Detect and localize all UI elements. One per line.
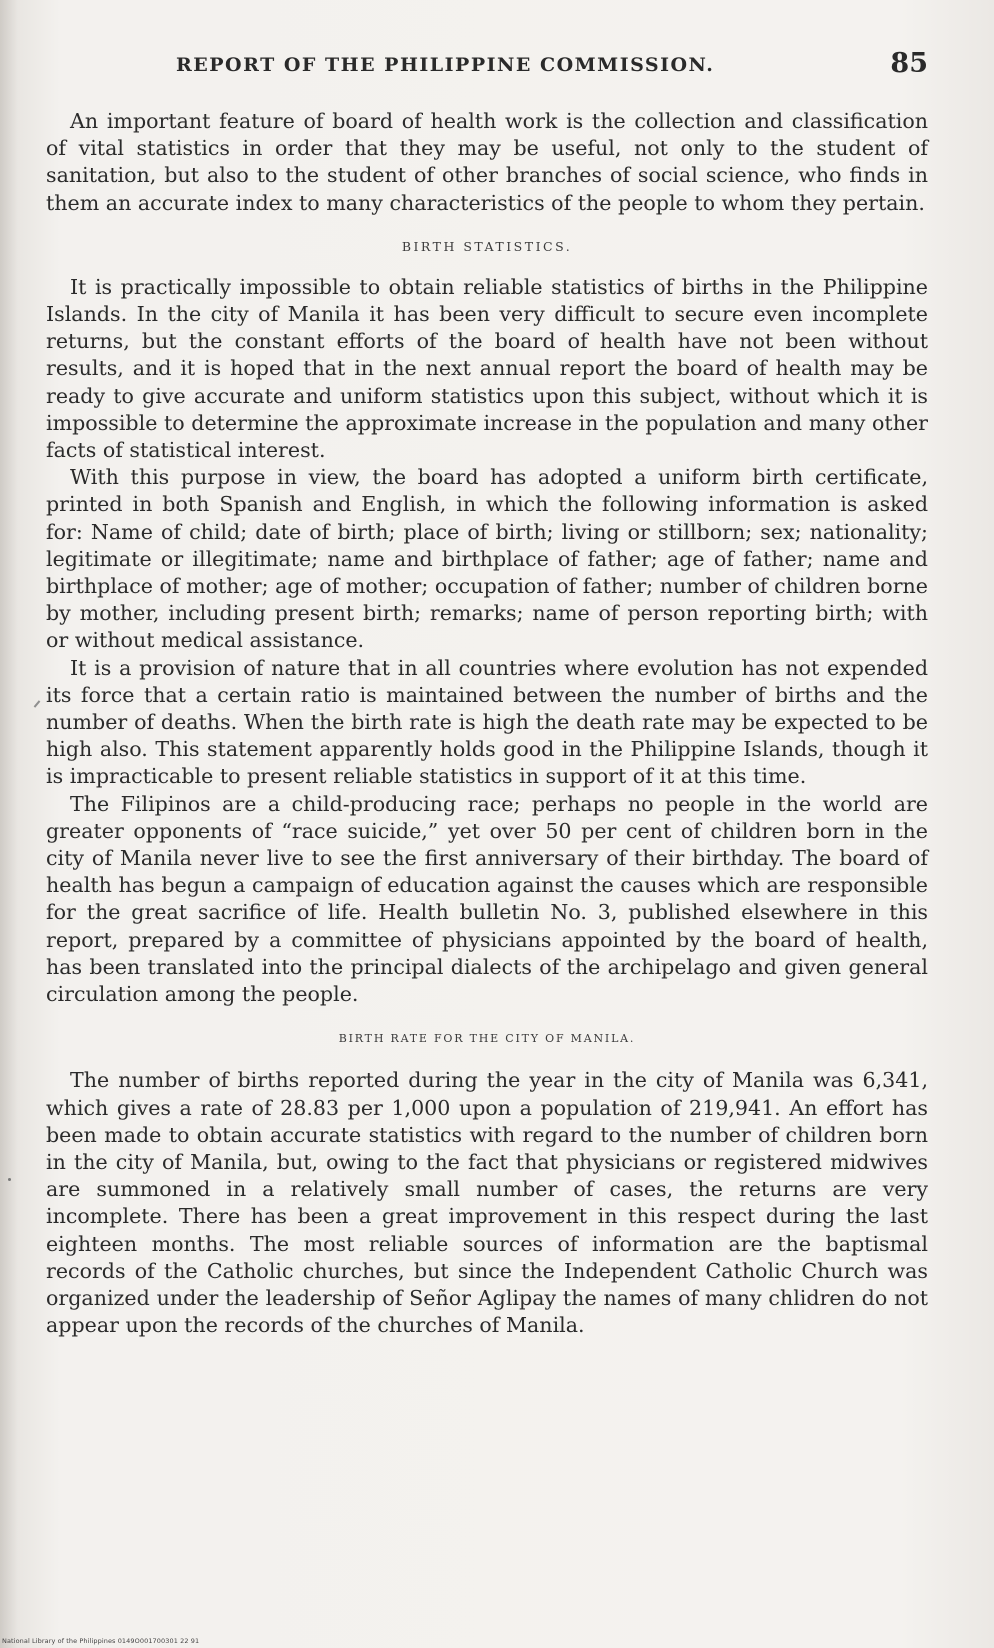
paragraph-birth-reliability: It is practically impossible to obtain reliable statistics of births in the Philippine Islands. In the city of Manila it has been very difficult to secure even incomplete returns, but the constant efforts of the board of health have not been without results, and it is hoped that in the next annual report the board of health may be ready to give accurate and uniform statistics upon this subject, without which it is impossible to determine the approximate increase in the population and many other facts of statistical interest. [46,274,928,463]
section-heading-manila-birth-rate: BIRTH RATE FOR THE CITY OF MANILA. [338,1032,636,1046]
paragraph-filipino-race: The Filipinos are a child-producing race; perhaps no people in the world are greater opponents of “race suicide,” yet over 50 per cent of children born in the city of Manila never live to see the first anniversary of their birthday. The board of health has begun a campaign of education against the causes which are responsible for the great sacrifice of life. Health bulletin No. 3, published elsewhere in this report, prepared by a committee of physicians appointed by the board of health, has been translated into the principal dialects of the archipelago and given general circulation among the people. [46,791,928,1007]
paragraph-manila-births: The number of births reported during the year in the city of Manila was 6,341, which gives a rate of 28.83 per 1,000 upon a population of 219,941. An effort has been made to obtain accurate statistics with regard to the number of children born in the city of Manila, but, owing to the fact that physicians or registered midwives are summoned in a relatively small number of cases, the returns are very incomplete. There has been a great improvement in this respect during the last eighteen months. The most reliable sources of information are the baptismal records of the Catholic churches, but since the Independent Catholic Church was organized under the leadership of Señor Aglipay the names of many chlidren do not appear upon the records of the churches of Manila. [46,1068,928,1338]
scan-speck [8,1178,11,1181]
running-title: REPORT OF THE PHILIPPINE COMMISSION. [176,54,715,76]
pencil-mark [34,700,41,707]
paragraph-birth-certificate: With this purpose in view, the board has adopted a uniform birth certificate, printed in both Spanish and English, in which the following information is asked for: Name of child; date of birth; place of birth; living or stillborn; sex; nationality; legitimate or illegitimate; name and birthplace of father; age of father; name and birthplace of mother; age of mother; occupation of father; number of children borne by mother, including present birth; remarks; name of person reporting birth; with or without medical assistance. [46,465,928,653]
report-page [46,40,928,1339]
page-number: 85 [890,48,928,79]
section-heading-birth-statistics: BIRTH STATISTICS. [401,238,573,254]
intro-paragraph: An important feature of board of health work is the collection and classification of vital statistics in order that they may be useful, not only to the student of sanitation, but also to the student of other branches of social science, who finds in them an accurate index to many characteristics of the people to whom they pertain. [46,109,928,215]
running-head [46,40,928,86]
library-stamp: National Library of the Philippines 0149O001700301 22 91 [2,1637,200,1645]
paragraph-birth-death-ratio: It is a provision of nature that in all countries where evolution has not expended its force that a certain ratio is maintained between the number of births and the number of deaths. When the birth rate is high the death rate may be expected to be high also. This statement apparently holds good in the Philippine Islands, though it is impracticable to present reliable statistics in support of it at this time. [46,655,928,789]
